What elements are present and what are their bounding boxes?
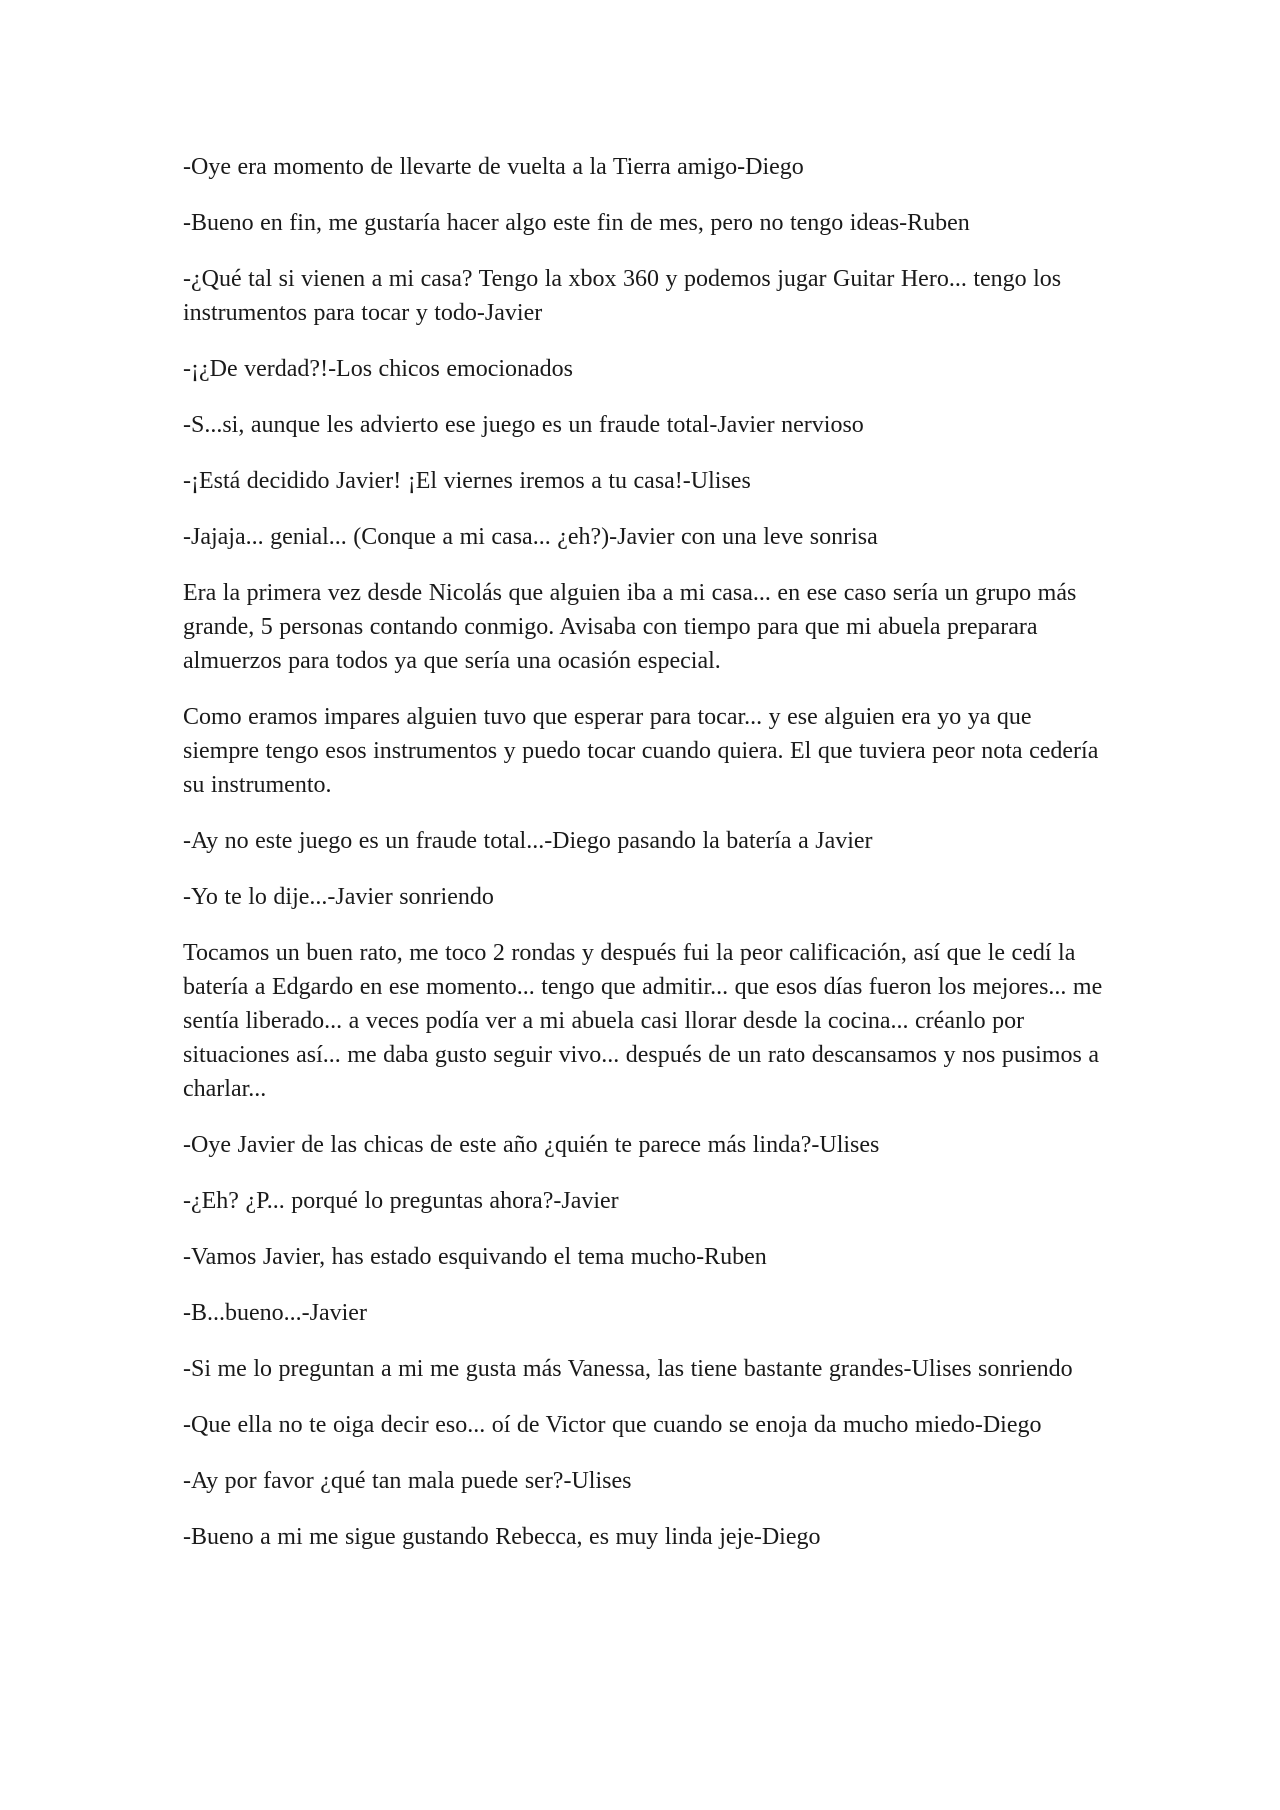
paragraph-4: -¡¿De verdad?!-Los chicos emocionados	[183, 356, 573, 382]
paragraph-19: -Ay por favor ¿qué tan mala puede ser?-Ulises	[183, 1468, 632, 1494]
paragraph-3: -¿Qué tal si vienen a mi casa? Tengo la xbox 360 y podemos jugar Guitar Hero... tengo los instrumentos para tocar y todo-Javier	[183, 266, 1062, 326]
paragraph-6: -¡Está decidido Javier! ¡El viernes iremos a tu casa!-Ulises	[183, 468, 751, 494]
paragraph-5: -S...si, aunque les advierto ese juego es un fraude total-Javier nervioso	[183, 412, 864, 438]
paragraph-16: -B...bueno...-Javier	[183, 1300, 367, 1326]
paragraph-11: -Yo te lo dije...-Javier sonriendo	[183, 884, 494, 910]
paragraph-20: -Bueno a mi me sigue gustando Rebecca, es muy linda jeje-Diego	[183, 1524, 821, 1550]
paragraph-18: -Que ella no te oiga decir eso... oí de Victor que cuando se enoja da mucho miedo-Diego	[183, 1412, 1042, 1438]
paragraph-12: Tocamos un buen rato, me toco 2 rondas y después fui la peor calificación, así que le cedí la batería a Edgardo en ese momento... tengo que admitir... que esos días fueron los mejores... me sentía liberado... a veces podía ver a mi abuela casi llorar desde la cocina... créanlo por situaciones así... me daba gusto seguir vivo... después de un rato descansamos y nos pusimos a charlar...	[183, 940, 1103, 1102]
paragraph-13: -Oye Javier de las chicas de este año ¿quién te parece más linda?-Ulises	[183, 1132, 880, 1158]
paragraph-14: -¿Eh? ¿P... porqué lo preguntas ahora?-Javier	[183, 1188, 619, 1214]
paragraph-15: -Vamos Javier, has estado esquivando el tema mucho-Ruben	[183, 1244, 767, 1270]
paragraph-2: -Bueno en fin, me gustaría hacer algo este fin de mes, pero no tengo ideas-Ruben	[183, 210, 970, 236]
document-body	[183, 150, 1103, 1576]
paragraph-8: Era la primera vez desde Nicolás que alguien iba a mi casa... en ese caso sería un grupo más grande, 5 personas contando conmigo. Avisaba con tiempo para que mi abuela preparara almuerzos para todos ya que sería una ocasión especial.	[183, 580, 1077, 674]
paragraph-9: Como eramos impares alguien tuvo que esperar para tocar... y ese alguien era yo ya que siempre tengo esos instrumentos y puedo tocar cuando quiera. El que tuviera peor nota cedería su instrumento.	[183, 704, 1099, 798]
paragraph-17: -Si me lo preguntan a mi me gusta más Vanessa, las tiene bastante grandes-Ulises sonriendo	[183, 1356, 1073, 1382]
paragraph-1: -Oye era momento de llevarte de vuelta a la Tierra amigo-Diego	[183, 154, 804, 180]
paragraph-10: -Ay no este juego es un fraude total...-Diego pasando la batería a Javier	[183, 828, 873, 854]
paragraph-7: -Jajaja... genial... (Conque a mi casa... ¿eh?)-Javier con una leve sonrisa	[183, 524, 878, 550]
